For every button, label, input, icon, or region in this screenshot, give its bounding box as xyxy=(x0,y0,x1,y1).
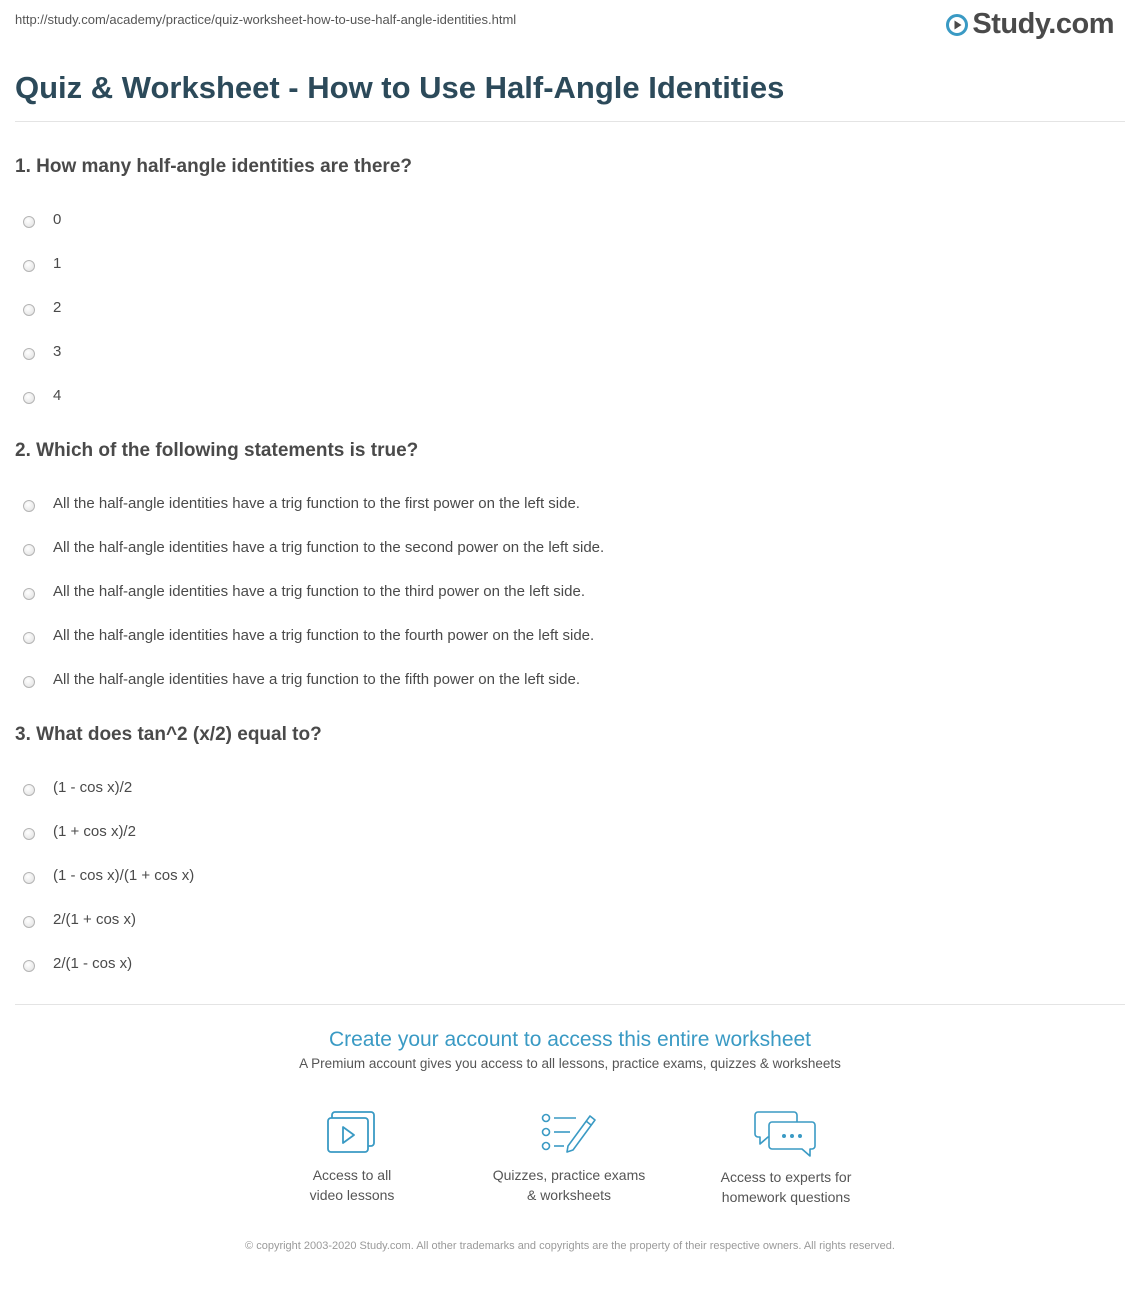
answer-option[interactable] xyxy=(15,484,1115,528)
answer-option[interactable] xyxy=(15,200,1115,244)
answer-option[interactable] xyxy=(15,528,1115,572)
answer-option[interactable] xyxy=(15,332,1115,376)
page-url: http://study.com/academy/practice/quiz-worksheet-how-to-use-half-angle-identities.html xyxy=(15,12,517,27)
option-label: All the half-angle identities have a trig function to the third power on the left side. xyxy=(53,583,585,600)
option-label: 0 xyxy=(53,211,62,228)
radio-button[interactable] xyxy=(23,304,35,316)
copyright-notice: © copyright 2003-2020 Study.com. All other trademarks and copyrights are the property of their respective owners. All rights reserved. xyxy=(245,1240,895,1252)
page-title: Quiz & Worksheet - How to Use Half-Angle Identities xyxy=(15,70,785,105)
feature-video-lessons xyxy=(252,1110,452,1205)
title-divider xyxy=(15,121,1125,122)
feature-label: Access to experts for homework questions xyxy=(720,1169,852,1205)
answer-option[interactable] xyxy=(15,572,1115,616)
option-label: All the half-angle identities have a trig function to the fourth power on the left side. xyxy=(53,627,595,644)
question-3 xyxy=(15,724,1115,988)
option-label: 3 xyxy=(53,343,62,360)
option-label: (1 - cos x)/(1 + cos x) xyxy=(53,867,195,884)
cta-divider xyxy=(15,1004,1125,1005)
answer-option[interactable] xyxy=(15,768,1115,812)
option-label: (1 + cos x)/2 xyxy=(53,823,136,840)
question-text: 3. What does tan^2 (x/2) equal to? xyxy=(15,724,322,745)
radio-button[interactable] xyxy=(23,784,35,796)
cta-subtitle: A Premium account gives you access to all lessons, practice exams, quizzes & worksheets xyxy=(299,1056,841,1071)
radio-button[interactable] xyxy=(23,348,35,360)
quiz-checklist-icon xyxy=(540,1110,598,1156)
feature-label: Access to all video lessons xyxy=(309,1167,395,1203)
answer-option[interactable] xyxy=(15,944,1115,988)
feature-experts xyxy=(686,1110,886,1207)
cta-title-link[interactable]: Create your account to access this entire worksheet xyxy=(328,1028,812,1051)
option-label: 2/(1 - cos x) xyxy=(53,955,133,972)
answer-option[interactable] xyxy=(15,616,1115,660)
option-label: 2/(1 + cos x) xyxy=(53,911,136,928)
radio-button[interactable] xyxy=(23,828,35,840)
option-label: All the half-angle identities have a trig function to the second power on the left side. xyxy=(53,539,605,556)
radio-button[interactable] xyxy=(23,500,35,512)
question-2 xyxy=(15,440,1115,704)
option-label: All the half-angle identities have a trig function to the first power on the left side. xyxy=(53,495,580,512)
radio-button[interactable] xyxy=(23,960,35,972)
answer-option[interactable] xyxy=(15,900,1115,944)
radio-button[interactable] xyxy=(23,392,35,404)
question-text: 2. Which of the following statements is true? xyxy=(15,440,419,461)
radio-button[interactable] xyxy=(23,216,35,228)
answer-option[interactable] xyxy=(15,376,1115,420)
radio-button[interactable] xyxy=(23,544,35,556)
signup-cta xyxy=(0,1028,1140,1071)
question-1 xyxy=(15,156,1115,420)
radio-button[interactable] xyxy=(23,872,35,884)
answer-option[interactable] xyxy=(15,856,1115,900)
option-label: 4 xyxy=(53,387,62,404)
answer-option[interactable] xyxy=(15,244,1115,288)
play-circle-logo-icon xyxy=(946,14,968,36)
answer-option[interactable] xyxy=(15,660,1115,704)
study-logo[interactable] xyxy=(946,8,1114,41)
option-label: All the half-angle identities have a trig function to the fifth power on the left side. xyxy=(53,671,580,688)
radio-button[interactable] xyxy=(23,916,35,928)
feature-label: Quizzes, practice exams & worksheets xyxy=(492,1167,646,1203)
chat-bubbles-icon xyxy=(754,1110,818,1158)
video-lessons-icon xyxy=(326,1110,378,1156)
option-label: (1 - cos x)/2 xyxy=(53,779,133,796)
option-label: 1 xyxy=(53,255,62,272)
logo-text: Study.com xyxy=(972,8,1114,40)
radio-button[interactable] xyxy=(23,632,35,644)
option-label: 2 xyxy=(53,299,62,316)
question-text: 1. How many half-angle identities are there? xyxy=(15,156,412,177)
radio-button[interactable] xyxy=(23,260,35,272)
answer-option[interactable] xyxy=(15,812,1115,856)
radio-button[interactable] xyxy=(23,676,35,688)
radio-button[interactable] xyxy=(23,588,35,600)
feature-quizzes xyxy=(469,1110,669,1205)
answer-option[interactable] xyxy=(15,288,1115,332)
